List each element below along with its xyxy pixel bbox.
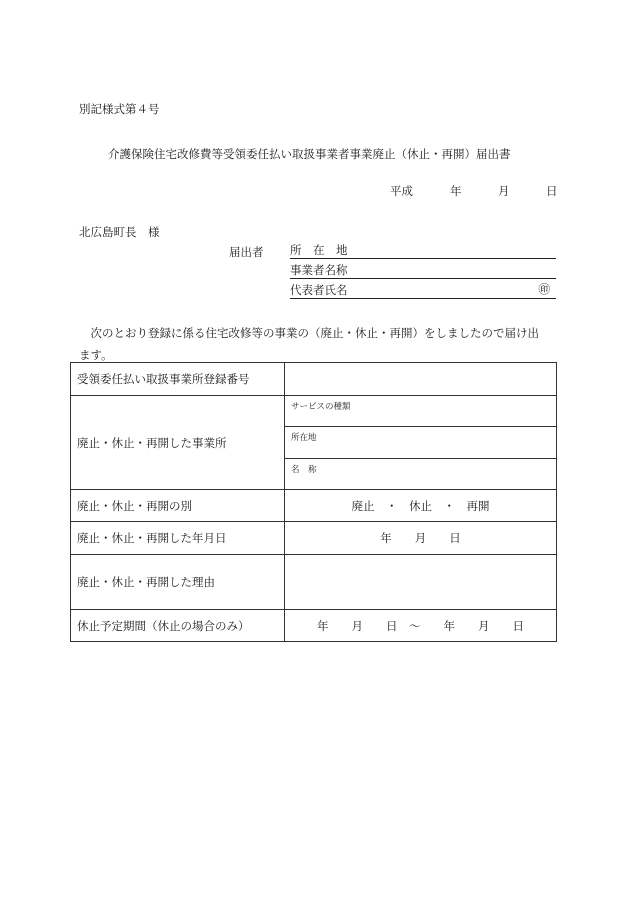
- table-row-service-type: [71, 396, 557, 427]
- location-cell[interactable]: [285, 427, 557, 459]
- service-type-cell[interactable]: [285, 396, 557, 427]
- applicant-representative-field[interactable]: [290, 282, 556, 299]
- applicant-business-name-label: 事業者名称: [290, 263, 348, 277]
- notification-table: [70, 362, 557, 642]
- intro-line-1: 次のとおり登録に係る住宅改修等の事業の（廃止・休止・再開）をしましたので届け出: [90, 326, 539, 340]
- table-row-date: [71, 522, 557, 555]
- intro-line-2: ます。: [79, 348, 113, 362]
- applicant-representative-label: 代表者氏名: [290, 283, 348, 297]
- seal-mark: ㊞: [538, 282, 550, 296]
- applicant-business-name-field[interactable]: [290, 262, 556, 279]
- name-cell[interactable]: [285, 459, 557, 490]
- date-day: 日: [546, 184, 558, 198]
- registration-number-input[interactable]: [285, 363, 557, 396]
- addressee: 北広島町長 様: [79, 225, 160, 239]
- table-row-category: [71, 490, 557, 522]
- date-month: 月: [498, 184, 510, 198]
- intro-text: [79, 322, 559, 366]
- period-value[interactable]: 年 月 日 ～ 年 月 日: [285, 610, 557, 642]
- name-label: 名 称: [291, 465, 317, 475]
- table-row-period: [71, 610, 557, 642]
- facility-label: 廃止・休止・再開した事業所: [71, 396, 285, 490]
- category-label: 廃止・休止・再開の別: [71, 490, 285, 522]
- applicant-label: 届出者: [229, 245, 264, 259]
- applicant-address-label: 所 在 地: [290, 243, 348, 257]
- date-value[interactable]: 年 月 日: [285, 522, 557, 555]
- date-year: 年: [450, 184, 462, 198]
- reason-label: 廃止・休止・再開した理由: [71, 555, 285, 610]
- category-options[interactable]: 廃止 ・ 休止 ・ 再開: [285, 490, 557, 522]
- applicant-address-field[interactable]: [290, 242, 556, 259]
- table-row-registration-number: [71, 363, 557, 396]
- registration-number-label: 受領委任払い取扱事業所登録番号: [71, 363, 285, 396]
- location-label: 所在地: [291, 433, 317, 443]
- table-row-reason: [71, 555, 557, 610]
- date-era: 平成: [390, 184, 413, 198]
- form-number: 別記様式第４号: [79, 102, 160, 116]
- date-label: 廃止・休止・再開した年月日: [71, 522, 285, 555]
- service-type-label: サービスの種類: [291, 402, 351, 412]
- period-label: 休止予定期間（休止の場合のみ）: [71, 610, 285, 642]
- reason-input[interactable]: [285, 555, 557, 610]
- document-title: 介護保険住宅改修費等受領委任払い取扱事業者事業廃止（休止・再開）届出書: [108, 147, 511, 161]
